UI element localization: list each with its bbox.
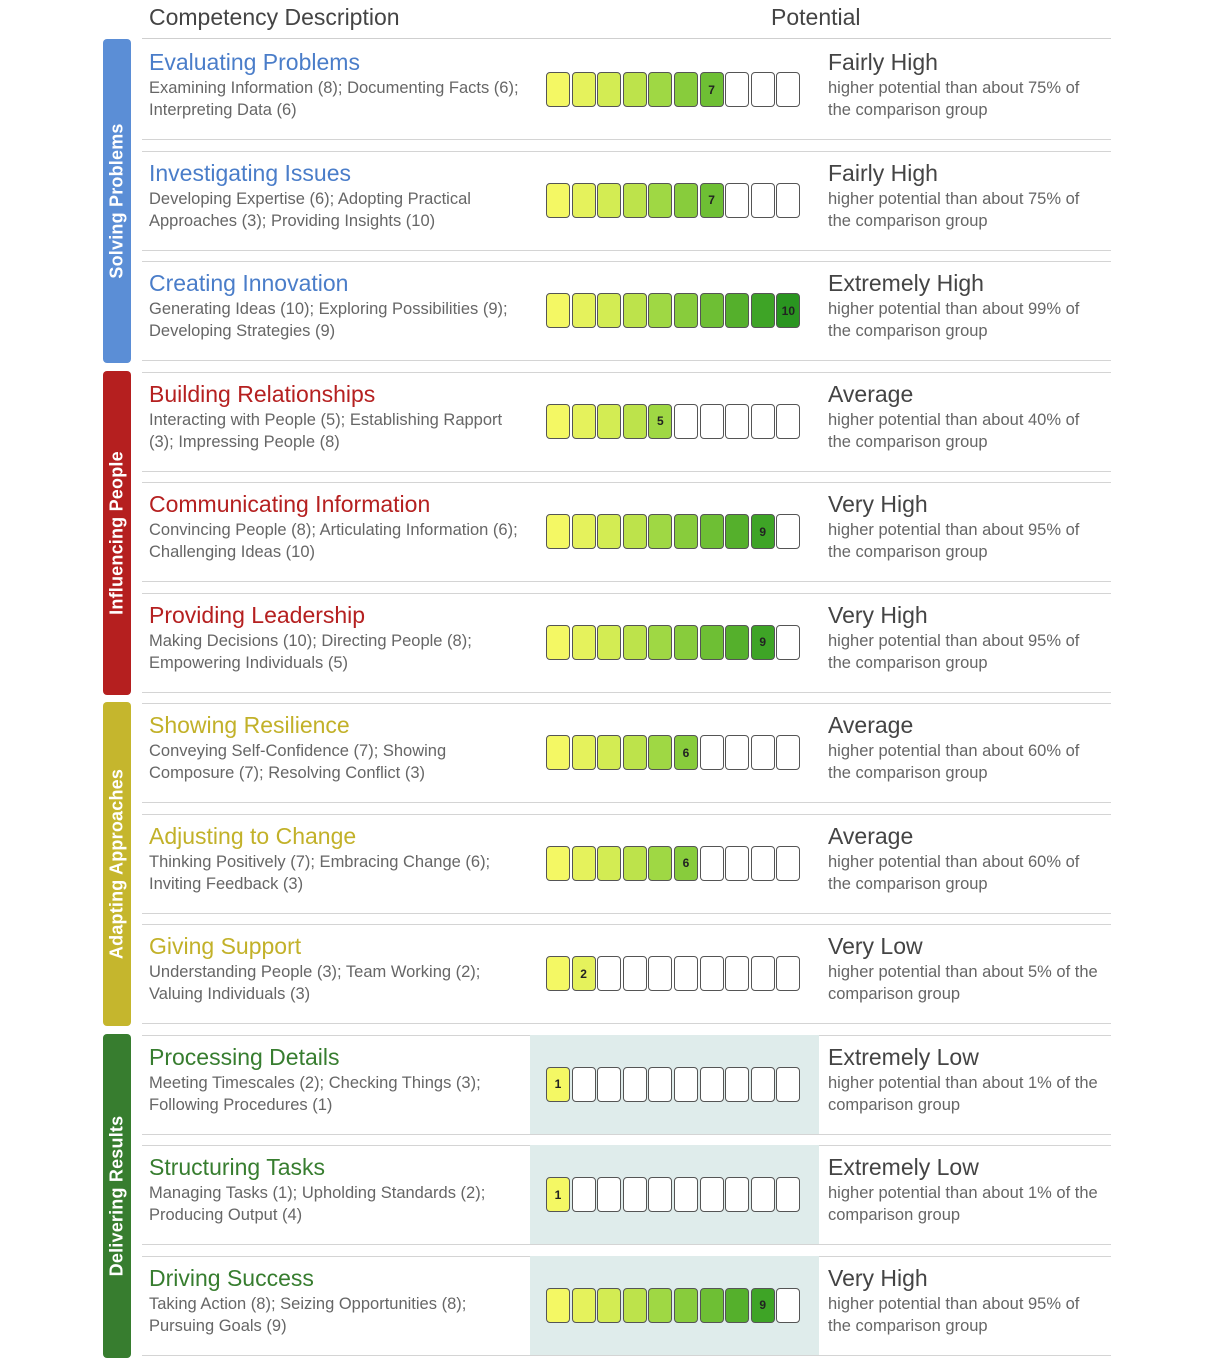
competency-details: Making Decisions (10); Directing People (8); Empowering Individuals (5): [149, 631, 472, 672]
competency-details: Examining Information (8); Documenting Facts (6); Interpreting Data (6): [149, 79, 519, 119]
meter-cell: [674, 1067, 698, 1102]
meter-cell: [623, 1177, 647, 1212]
potential-level: Very High: [828, 491, 928, 517]
meter-cell: [725, 625, 749, 660]
meter-cell: [674, 1177, 698, 1212]
meter-cell: [725, 514, 749, 549]
potential-percentile: higher potential than about 60% of the comparison group: [828, 742, 1080, 782]
competency-row: [142, 1145, 1111, 1245]
meter-cell: [700, 1067, 724, 1102]
competency-title: Showing Resilience: [149, 712, 350, 738]
meter-cell: [725, 1067, 749, 1102]
potential-percentile: higher potential than about 95% of the comparison group: [828, 521, 1080, 561]
meter-cell: [546, 625, 570, 660]
meter-cell: [597, 72, 621, 107]
potential-header: Potential: [771, 4, 861, 30]
meter-cell: [623, 514, 647, 549]
meter-cell: [725, 183, 749, 218]
section-bar-adapting-approaches: [103, 702, 131, 1026]
meter-cell: [648, 1067, 672, 1102]
potential-meter: [546, 625, 802, 660]
meter-cell: [751, 404, 775, 439]
competency-row: [142, 924, 1111, 1024]
meter-cell: [751, 956, 775, 991]
meter-cell: [623, 735, 647, 770]
competency-title: Evaluating Problems: [149, 49, 360, 75]
meter-cell: [597, 625, 621, 660]
meter-cell: [572, 735, 596, 770]
competency-details: Meeting Timescales (2); Checking Things (3); Following Procedures (1): [149, 1073, 481, 1114]
potential-meter: [546, 404, 802, 439]
meter-cell: [546, 735, 570, 770]
section-label: Delivering Results: [106, 1115, 127, 1276]
potential-percentile: higher potential than about 1% of the comparison group: [828, 1184, 1098, 1224]
meter-score: 2: [572, 956, 596, 991]
potential-level: Very High: [828, 1264, 928, 1291]
potential-meter: [546, 1288, 802, 1323]
meter-score: 1: [546, 1067, 570, 1102]
competency-title: Building Relationships: [149, 380, 376, 407]
competency-row: [142, 814, 1111, 914]
potential-level: Average: [828, 822, 914, 849]
meter-cell: [572, 72, 596, 107]
meter-cell: [776, 72, 800, 107]
competency-title: Investigating Issues: [149, 159, 352, 186]
competency-row: [142, 261, 1111, 361]
meter-score: 7: [700, 183, 724, 218]
competency-details: Convincing People (8); Articulating Information (6); Challenging Ideas (10): [149, 521, 518, 561]
meter-cell: [648, 1177, 672, 1212]
meter-cell: [546, 514, 570, 549]
meter-cell: [725, 72, 749, 107]
meter-cell: [776, 1288, 800, 1323]
competency-title: Adjusting to Change: [149, 822, 357, 849]
meter-cell: [776, 956, 800, 991]
potential-meter: [546, 293, 802, 328]
competency-row: [142, 703, 1111, 803]
potential-percentile: higher potential than about 75% of the comparison group: [828, 189, 1080, 230]
potential-meter: [546, 846, 802, 881]
potential-level: Extremely High: [828, 270, 984, 296]
meter-cell: [572, 625, 596, 660]
meter-cell: [725, 293, 749, 328]
meter-cell: [700, 735, 724, 770]
meter-cell: [674, 404, 698, 439]
competency-row: [142, 593, 1111, 693]
potential-meter: [546, 1067, 802, 1102]
meter-score: 6: [674, 735, 698, 770]
meter-cell: [725, 735, 749, 770]
meter-cell: [700, 293, 724, 328]
meter-cell: [597, 735, 621, 770]
meter-cell: [623, 293, 647, 328]
meter-cell: [700, 514, 724, 549]
competency-title: Driving Success: [149, 1264, 314, 1291]
meter-score: 9: [751, 625, 775, 660]
potential-meter: [546, 72, 802, 107]
potential-percentile: higher potential than about 5% of the comparison group: [828, 963, 1098, 1003]
potential-level: Fairly High: [828, 159, 938, 186]
competency-details: Taking Action (8); Seizing Opportunities (8); Pursuing Goals (9): [149, 1294, 467, 1335]
meter-cell: [648, 514, 672, 549]
meter-cell: [572, 1288, 596, 1323]
meter-cell: [623, 625, 647, 660]
meter-score: 9: [751, 514, 775, 549]
row-divider: [142, 372, 1111, 373]
competency-details: Interacting with People (5); Establishing Rapport (3); Impressing People (8): [149, 410, 503, 451]
meter-cell: [648, 956, 672, 991]
meter-cell: [623, 846, 647, 881]
competency-title: Providing Leadership: [149, 601, 366, 628]
potential-level: Extremely Low: [828, 1154, 979, 1180]
meter-cell: [597, 1288, 621, 1323]
section-bar-influencing-people: [103, 371, 131, 695]
competency-row: [142, 151, 1111, 251]
competency-title: Communicating Information: [149, 491, 431, 517]
meter-cell: [597, 404, 621, 439]
meter-cell: [776, 846, 800, 881]
meter-cell: [597, 1177, 621, 1212]
meter-cell: [700, 1288, 724, 1323]
potential-level: Average: [828, 380, 914, 407]
meter-cell: [572, 846, 596, 881]
meter-cell: [700, 846, 724, 881]
meter-score: 10: [776, 293, 800, 328]
meter-cell: [776, 1067, 800, 1102]
potential-percentile: higher potential than about 99% of the comparison group: [828, 300, 1080, 340]
meter-score: 6: [674, 846, 698, 881]
meter-cell: [648, 735, 672, 770]
meter-cell: [674, 956, 698, 991]
meter-cell: [751, 846, 775, 881]
competency-row: [142, 482, 1111, 582]
potential-meter: [546, 956, 802, 991]
section-bar-solving-problems: [103, 39, 131, 363]
competency-details: Conveying Self-Confidence (7); Showing Composure (7); Resolving Conflict (3): [149, 742, 447, 782]
meter-cell: [572, 183, 596, 218]
potential-meter: [546, 183, 802, 218]
potential-percentile: higher potential than about 95% of the comparison group: [828, 631, 1080, 672]
potential-percentile: higher potential than about 1% of the comparison group: [828, 1073, 1098, 1114]
meter-cell: [546, 293, 570, 328]
competency-details: Generating Ideas (10); Exploring Possibilities (9); Developing Strategies (9): [149, 300, 508, 340]
meter-cell: [623, 956, 647, 991]
competency-title: Structuring Tasks: [149, 1154, 325, 1180]
meter-cell: [776, 183, 800, 218]
row-divider: [142, 924, 1111, 925]
meter-cell: [648, 1288, 672, 1323]
row-divider: [142, 151, 1111, 152]
potential-percentile: higher potential than about 95% of the comparison group: [828, 1294, 1080, 1335]
meter-cell: [700, 1177, 724, 1212]
competency-row: [142, 1256, 1111, 1356]
meter-cell: [648, 183, 672, 218]
row-divider: [142, 703, 1111, 704]
meter-cell: [725, 1288, 749, 1323]
meter-cell: [725, 846, 749, 881]
meter-cell: [648, 846, 672, 881]
meter-cell: [597, 846, 621, 881]
meter-cell: [751, 72, 775, 107]
competency-details: Managing Tasks (1); Upholding Standards (2); Producing Output (4): [149, 1184, 486, 1224]
meter-cell: [700, 625, 724, 660]
meter-score: 7: [700, 72, 724, 107]
competency-row: [142, 1035, 1111, 1135]
potential-meter: [546, 735, 802, 770]
competency-title: Creating Innovation: [149, 270, 349, 296]
meter-cell: [597, 183, 621, 218]
competency-description-header: Competency Description: [149, 4, 400, 30]
meter-cell: [572, 1177, 596, 1212]
meter-cell: [623, 72, 647, 107]
meter-cell: [546, 1288, 570, 1323]
meter-cell: [546, 72, 570, 107]
meter-cell: [751, 735, 775, 770]
potential-meter: [546, 514, 802, 549]
meter-cell: [725, 404, 749, 439]
meter-cell: [572, 404, 596, 439]
meter-score: 5: [648, 404, 672, 439]
row-divider: [142, 482, 1111, 483]
potential-level: Extremely Low: [828, 1043, 979, 1070]
section-label: Adapting Approaches: [106, 768, 127, 960]
meter-cell: [648, 72, 672, 107]
competency-details: Understanding People (3); Team Working (2); Valuing Individuals (3): [149, 963, 481, 1003]
meter-cell: [546, 846, 570, 881]
meter-cell: [674, 1288, 698, 1323]
meter-cell: [597, 956, 621, 991]
meter-cell: [674, 514, 698, 549]
meter-cell: [648, 625, 672, 660]
meter-score: 9: [751, 1288, 775, 1323]
meter-cell: [546, 956, 570, 991]
meter-cell: [572, 293, 596, 328]
meter-cell: [751, 183, 775, 218]
meter-cell: [597, 1067, 621, 1102]
meter-cell: [597, 514, 621, 549]
potential-level: Very Low: [828, 933, 923, 959]
meter-cell: [751, 293, 775, 328]
potential-level: Average: [828, 712, 914, 738]
meter-cell: [597, 293, 621, 328]
meter-cell: [674, 72, 698, 107]
meter-cell: [776, 514, 800, 549]
meter-cell: [572, 514, 596, 549]
meter-cell: [572, 1067, 596, 1102]
potential-percentile: higher potential than about 75% of the comparison group: [828, 79, 1080, 119]
meter-cell: [751, 1177, 775, 1212]
meter-cell: [623, 1067, 647, 1102]
meter-cell: [776, 625, 800, 660]
meter-cell: [674, 293, 698, 328]
competency-details: Thinking Positively (7); Embracing Change (6); Inviting Feedback (3): [149, 852, 491, 893]
meter-cell: [725, 1177, 749, 1212]
section-bar-delivering-results: [103, 1034, 131, 1358]
competency-details: Developing Expertise (6); Adopting Practical Approaches (3); Providing Insights (10): [149, 189, 471, 230]
meter-cell: [776, 735, 800, 770]
meter-cell: [776, 1177, 800, 1212]
meter-cell: [674, 183, 698, 218]
header-divider: [142, 38, 1111, 39]
section-label: Influencing People: [106, 450, 127, 615]
potential-level: Fairly High: [828, 49, 938, 75]
meter-cell: [623, 404, 647, 439]
competency-title: Giving Support: [149, 933, 302, 959]
competency-row: [142, 372, 1111, 472]
meter-cell: [725, 956, 749, 991]
meter-cell: [700, 956, 724, 991]
meter-cell: [700, 404, 724, 439]
meter-cell: [674, 625, 698, 660]
meter-cell: [648, 293, 672, 328]
meter-cell: [546, 183, 570, 218]
meter-score: 1: [546, 1177, 570, 1212]
row-divider: [142, 814, 1111, 815]
meter-cell: [546, 404, 570, 439]
meter-cell: [776, 404, 800, 439]
potential-percentile: higher potential than about 40% of the comparison group: [828, 410, 1080, 451]
potential-meter: [546, 1177, 802, 1212]
meter-cell: [623, 1288, 647, 1323]
meter-cell: [623, 183, 647, 218]
row-divider: [142, 593, 1111, 594]
competency-title: Processing Details: [149, 1043, 340, 1070]
row-divider: [142, 261, 1111, 262]
section-label: Solving Problems: [106, 123, 127, 279]
potential-percentile: higher potential than about 60% of the comparison group: [828, 852, 1080, 893]
meter-cell: [751, 1067, 775, 1102]
potential-level: Very High: [828, 601, 928, 628]
competency-row: [142, 40, 1111, 140]
